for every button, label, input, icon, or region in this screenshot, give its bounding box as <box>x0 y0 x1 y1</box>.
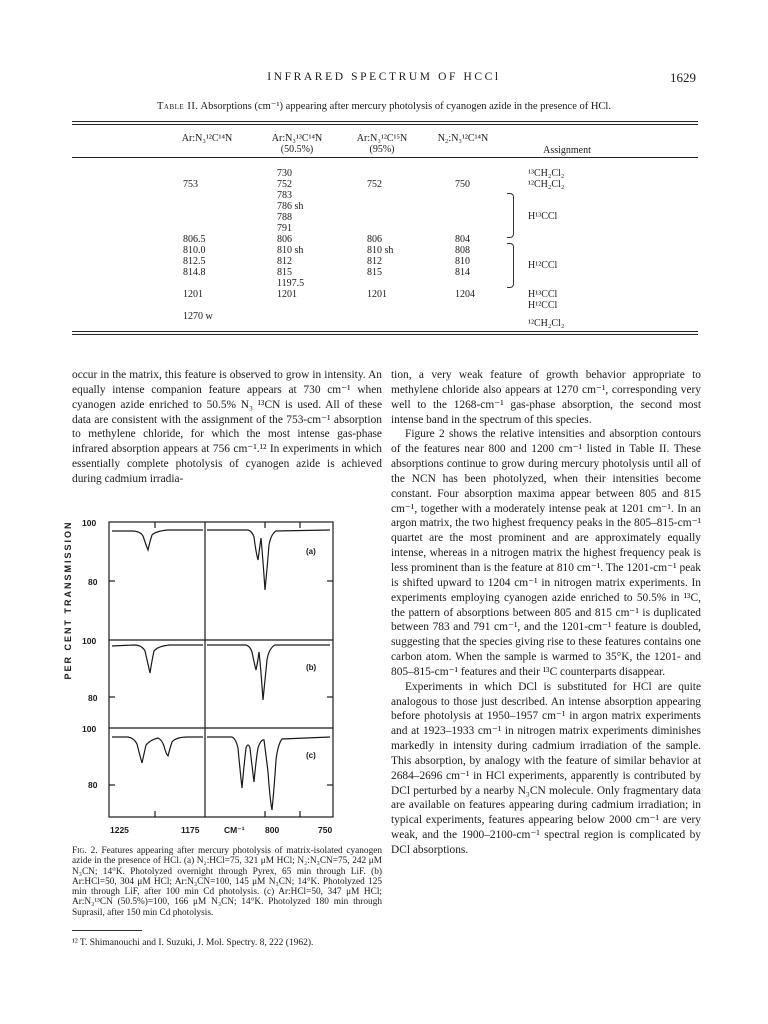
table-col4-values: 750 804 808 810 814 1204 <box>455 179 475 300</box>
ytick-c-80: 80 <box>88 780 98 790</box>
table-header-assignment: Assignment <box>543 145 591 156</box>
table-caption-text: Absorptions (cm⁻¹) appearing after mercury photolysis of cyanogen azide in the presence of HCl. <box>200 101 611 112</box>
table-assignment-h12ccl: H¹²CCl <box>528 260 558 271</box>
table-header-col1: Ar:N₃¹²C¹⁴N <box>181 133 233 144</box>
table-assignment-ch2cl2-weak: ¹²CH₂Cl₂ <box>528 318 565 329</box>
spectrum-a-1201 <box>112 530 203 550</box>
panel-label-a: (a) <box>306 547 316 556</box>
spectrum-c-800 <box>207 737 330 810</box>
figure-caption <box>72 846 382 918</box>
figure-frame <box>109 522 333 817</box>
table-col2-values: 730 752 783 786 sh 788 791 806 810 sh 812 815 1197.5 1201 <box>277 168 305 300</box>
right-paragraph-1: tion, a very weak feature of growth behavior appropriate to methylene chloride also appears at 1270 cm⁻¹, corresponding very well to the 1268-cm⁻¹ gas-phase absorption, the second most intense band in the spectrum of this species. <box>391 369 701 426</box>
ytick-a-100: 100 <box>82 518 97 528</box>
table-caption-label: Table II. <box>157 101 199 112</box>
right-column <box>391 368 701 858</box>
right-paragraph-3: Experiments in which DCl is substituted for HCl are quite analogous to those just described. An intense absorption appearing before photolysis at 1950–1957 cm⁻¹ in argon matrix experiments and at 1923–1933 cm⁻¹ in nitrogen matrix experiments diminishes markedly in intensity during cadmium irradiation of the sample. This absorption, by analogy with the feature of similar behavior at 2684–2696 cm⁻¹ in HCl experiments, apparently is contributed by DCl perturbed by a nearby N₃CN molecule. Only fragmentary data are available on features appearing during cadmium irradiation; in typical experiments, features appearing below 2000 cm⁻¹ are very weak, and the 1900–2100-cm⁻¹ spectral region is complicated by DCl absorptions. <box>391 680 701 856</box>
table-col3-values: 752 806 810 sh 812 815 1201 <box>367 179 394 300</box>
xtick-1175: 1175 <box>181 825 200 835</box>
spectrum-c-1201 <box>112 737 203 763</box>
table-assignment-pair: H¹³CCl H¹²CCl <box>528 289 558 311</box>
xtick-1225: 1225 <box>110 825 129 835</box>
figure-caption-label: Fig. 2. <box>72 846 98 856</box>
figure-xlabel: CM⁻¹ <box>224 825 245 835</box>
running-title: INFRARED SPECTRUM OF HCCl <box>267 71 501 83</box>
table-header-col2: Ar:N₃¹³C¹⁴N (50.5%) <box>271 133 323 155</box>
table-assignment-h13ccl: H¹³CCl <box>528 211 558 222</box>
panel-label-b: (b) <box>306 663 317 672</box>
ytick-b-100: 100 <box>82 636 97 646</box>
figure-caption-text: Features appearing after mercury photolysis of matrix-isolated cyanogen azide in the presence of HCl. (a) N₂:HCl=75, 321 μM HCl; N₂:N₃CN=75, 242 μM N₃CN; 14°K. Photolyzed overnight through Pyrex, 65 min through LiF. (b) Ar:HCl=50, 304 μM HCl; Ar:N₃CN=100, 145 μM N₃CN; 14°K. Photolyzed 125 min through LiF, after 100 min Cd photolysis. (c) Ar:HCl=50, 347 μM HCl; Ar:N₃¹³CN (50.5%)=100, 166 μM N₃CN; 14°K. Photolyzed 180 min through Suprasil, after 150 min Cd photolysis. <box>72 846 383 918</box>
ytick-a-80: 80 <box>88 577 98 587</box>
table-header-col3: Ar:N₃¹²C¹⁵N (95%) <box>356 133 408 155</box>
page-number: 1629 <box>670 70 696 85</box>
xtick-800: 800 <box>265 825 280 835</box>
footnote: ¹² T. Shimanouchi and I. Suzuki, J. Mol. Spectry. 8, 222 (1962). <box>72 938 314 948</box>
ytick-c-100: 100 <box>82 724 97 734</box>
spectrum-b-800 <box>207 645 330 700</box>
left-paragraph: occur in the matrix, this feature is observed to grow in intensity. An equally intense companion feature appears at 730 cm⁻¹ when cyanogen azide enriched to 50.5% N₃ ¹³CN is used. All of these data are consistent with the assignment of the 753-cm⁻¹ absorption to methylene chloride, for which the most intense gas-phase infrared absorption appears at 756 cm⁻¹.¹² In experiments in which essentially complete photolysis of cyanogen azide is achieved during cadmium irradia- <box>72 369 382 485</box>
table-col1-values: 753 806.5 810.0 812.5 814.8 1201 1270 w <box>183 179 213 322</box>
xtick-750: 750 <box>318 825 333 835</box>
table-header-col4: N₂:N₃¹²C¹⁴N <box>437 133 489 144</box>
footnote-rule <box>72 930 142 931</box>
panel-label-c: (c) <box>306 751 316 760</box>
right-paragraph-2: Figure 2 shows the relative intensities and absorption contours of the features near 800 and 1200 cm⁻¹ listed in Table II. These absorptions continue to grow during mercury photolysis until all of the NCN has been photolyzed, when their intensities become constant. Four absorption maxima appear between 805 and 815 cm⁻¹, together with a moderately intense peak at 1201 cm⁻¹. In an argon matrix, the two highest frequency peaks in the 805–815-cm⁻¹ quartet are the most prominent and are approximately equally intense, whereas in a nitrogen matrix the highest frequency peak is less prominent than is the feature at 810 cm⁻¹. The 1201-cm⁻¹ peak is shifted upward to 1204 cm⁻¹ in nitrogen matrix experiments. In experiments employing cyanogen azide enriched to 50.5% in ¹³C, the pattern of absorptions between 805 and 815 cm⁻¹ is duplicated between 783 and 791 cm⁻¹, and the 1201-cm⁻¹ feature is doubled, suggesting that the species giving rise to these features contains one carbon atom. When the sample is warmed to 35°K, the 1201- and 805–815-cm⁻¹ features and their ¹³C counterparts disappear. <box>391 428 701 678</box>
table-assignment-ch2cl2: ¹³CH₂Cl₂ ¹²CH₂Cl₂ <box>528 168 565 190</box>
ytick-b-80: 80 <box>88 693 98 703</box>
figure-ylabel: PER CENT TRANSMISSION <box>63 520 73 680</box>
spectrum-a-800 <box>207 530 330 590</box>
spectrum-b-1201 <box>112 645 203 673</box>
